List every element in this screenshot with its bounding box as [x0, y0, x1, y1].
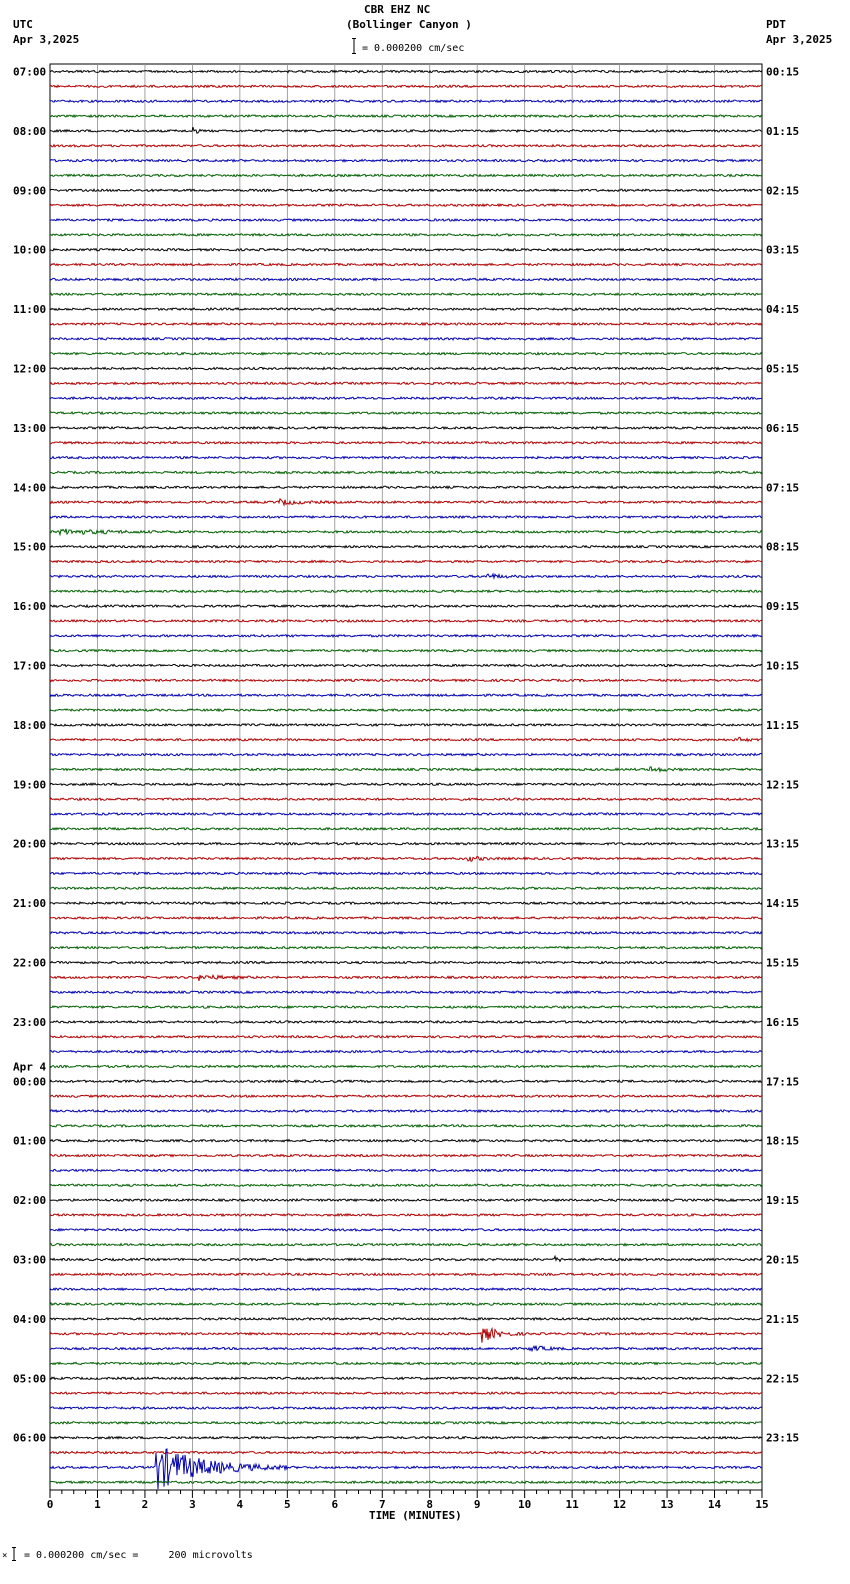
seismic-trace: [50, 160, 762, 162]
x-tick-label: 1: [94, 1498, 101, 1511]
pdt-hour-label: 19:15: [766, 1194, 800, 1208]
seismic-trace: [50, 204, 762, 206]
pdt-hour-label: 08:15: [766, 540, 800, 554]
seismic-trace: [50, 115, 762, 117]
seismic-trace: [50, 1140, 762, 1142]
seismic-trace: [50, 917, 762, 919]
seismic-trace: [50, 635, 762, 637]
left-date: Apr 3,2025: [13, 33, 80, 46]
seismic-trace: [50, 783, 762, 785]
station-title: CBR EHZ NC: [364, 3, 431, 16]
seismic-trace: [50, 70, 762, 72]
seismic-trace: [50, 767, 762, 772]
pdt-hour-label: 20:15: [766, 1253, 800, 1267]
pdt-hour-label: 12:15: [766, 778, 800, 792]
seismic-trace: [50, 1125, 762, 1127]
pdt-hour-label: 07:15: [766, 481, 800, 495]
utc-hour-label: 17:00: [13, 659, 47, 673]
seismic-trace: [50, 127, 762, 133]
utc-hour-label: 12:00: [13, 362, 47, 376]
x-tick-label: 4: [236, 1498, 244, 1511]
seismic-trace: [50, 1377, 762, 1379]
pdt-hour-label: 16:15: [766, 1015, 800, 1029]
seismic-trace: [50, 828, 762, 830]
utc-hour-label: 10:00: [13, 243, 47, 257]
scale-label: = 0.000200 cm/sec: [362, 43, 465, 54]
seismic-trace: [50, 843, 762, 845]
seismic-trace: [50, 442, 762, 444]
seismic-trace: [50, 516, 762, 518]
seismic-trace: [50, 605, 762, 607]
x-tick-label: 3: [189, 1498, 196, 1511]
seismic-trace: [50, 264, 762, 266]
utc-hour-label: 06:00: [13, 1431, 47, 1445]
utc-hour-label: 05:00: [13, 1372, 47, 1386]
seismic-trace: [50, 499, 762, 505]
seismic-trace: [50, 737, 762, 741]
seismic-trace: [50, 546, 762, 548]
seismic-trace: [50, 1452, 762, 1454]
pdt-hour-label: 01:15: [766, 124, 800, 138]
seismic-trace: [50, 338, 762, 340]
seismic-trace: [50, 961, 762, 963]
x-tick-label: 12: [612, 1498, 627, 1511]
seismic-trace: [50, 1080, 762, 1082]
seismic-trace: [50, 412, 762, 414]
seismic-trace: [50, 1329, 762, 1343]
utc-hour-label: 19:00: [13, 778, 47, 792]
seismic-trace: [50, 1095, 762, 1097]
seismic-trace: [50, 1288, 762, 1290]
seismic-trace: [50, 724, 762, 726]
pdt-hour-label: 18:15: [766, 1134, 800, 1148]
seismic-trace: [50, 1407, 762, 1409]
seismic-trace: [50, 1481, 762, 1483]
seismic-trace: [50, 1346, 762, 1351]
seismic-trace: [50, 664, 762, 666]
utc-hour-label: 00:00: [13, 1075, 47, 1089]
seismic-trace: [50, 100, 762, 102]
seismic-trace: [50, 1214, 762, 1216]
seismic-trace: [50, 798, 762, 800]
pdt-hour-label: 10:15: [766, 659, 800, 673]
seismic-trace: [50, 1199, 762, 1201]
pdt-hour-label: 05:15: [766, 362, 800, 376]
x-tick-label: 0: [46, 1498, 54, 1511]
pdt-hour-label: 17:15: [766, 1075, 800, 1089]
seismic-trace: [50, 145, 762, 147]
utc-hour-label: 02:00: [13, 1194, 47, 1208]
seismic-trace: [50, 857, 762, 862]
pdt-hour-label: 21:15: [766, 1312, 800, 1326]
pdt-hour-label: 23:15: [766, 1431, 800, 1445]
seismic-trace: [50, 679, 762, 681]
x-tick-label: 8: [426, 1498, 434, 1511]
seismic-trace: [50, 249, 762, 251]
right-date: Apr 3,2025: [766, 33, 833, 46]
utc-hour-label: 08:00: [13, 124, 47, 138]
utc-hour-label: 21:00: [13, 897, 47, 911]
seismic-trace: [50, 1318, 762, 1320]
seismic-trace: [50, 1392, 762, 1394]
seismic-trace: [50, 1422, 762, 1424]
seismic-trace: [50, 85, 762, 87]
seismic-trace: [50, 353, 762, 355]
pdt-hour-label: 13:15: [766, 837, 800, 851]
seismic-trace: [50, 278, 762, 280]
seismic-trace: [50, 1110, 762, 1112]
seismic-trace: [50, 620, 762, 622]
pdt-hour-label: 00:15: [766, 65, 800, 79]
seismic-trace: [50, 174, 762, 176]
utc-hour-label: 01:00: [13, 1134, 47, 1148]
seismic-trace: [50, 1155, 762, 1157]
seismic-trace: [50, 975, 762, 981]
seismic-trace: [50, 427, 762, 429]
pdt-hour-label: 03:15: [766, 243, 800, 257]
seismic-trace: [50, 1036, 762, 1038]
seismic-trace: [50, 457, 762, 459]
utc-hour-label: 15:00: [13, 540, 47, 554]
plot-frame: [50, 64, 762, 1490]
seismic-trace: [50, 590, 762, 592]
seismic-trace: [50, 1437, 762, 1439]
seismic-trace: [50, 1362, 762, 1364]
utc-hour-label: 23:00: [13, 1015, 47, 1029]
seismic-trace: [50, 1184, 762, 1186]
utc-hour-label: 16:00: [13, 600, 47, 614]
seismic-trace: [50, 234, 762, 236]
seismic-trace: [50, 486, 762, 488]
x-tick-label: 9: [473, 1498, 481, 1511]
seismic-trace: [50, 709, 762, 711]
x-tick-label: 11: [565, 1498, 579, 1511]
utc-hour-label: 14:00: [13, 481, 47, 495]
seismic-trace: [50, 1065, 762, 1067]
seismic-trace: [50, 561, 762, 563]
seismic-trace: [50, 1051, 762, 1053]
x-tick-label: 2: [141, 1498, 149, 1511]
seismic-trace: [50, 471, 762, 473]
seismic-trace: [50, 1303, 762, 1305]
pdt-hour-label: 11:15: [766, 718, 800, 732]
seismic-trace: [50, 1273, 762, 1275]
seismic-trace: [50, 947, 762, 949]
x-tick-label: 13: [660, 1498, 674, 1511]
seismic-trace: [50, 932, 762, 934]
utc-hour-label: 07:00: [13, 65, 47, 79]
seismic-trace: [50, 1244, 762, 1246]
pdt-hour-label: 14:15: [766, 897, 800, 911]
x-axis-title: TIME (MINUTES): [369, 1509, 462, 1522]
x-tick-label: 15: [755, 1498, 769, 1511]
seismic-trace: [50, 991, 762, 993]
x-tick-label: 5: [284, 1498, 291, 1511]
seismic-trace: [50, 529, 762, 535]
utc-hour-label: 09:00: [13, 184, 47, 198]
utc-hour-label: 22:00: [13, 956, 47, 970]
seismic-trace: [50, 1169, 762, 1171]
footer-scale-mark: ×: [2, 1551, 8, 1561]
seismic-trace: [50, 397, 762, 399]
seismic-trace: [50, 219, 762, 221]
seismic-trace: [50, 1021, 762, 1023]
seismic-trace: [50, 813, 762, 815]
right-timezone: PDT: [766, 18, 786, 31]
utc-hour-label: 18:00: [13, 718, 47, 732]
seismic-trace: [50, 382, 762, 384]
seismic-trace: [50, 293, 762, 295]
utc-hour-label: 04:00: [13, 1312, 47, 1326]
utc-hour-label: 20:00: [13, 837, 47, 851]
seismic-trace: [50, 754, 762, 756]
pdt-hour-label: 04:15: [766, 303, 800, 317]
utc-hour-label: 03:00: [13, 1253, 47, 1267]
seismic-trace: [50, 902, 762, 904]
seismic-trace: [50, 887, 762, 889]
footer-scale-note: = 0.000200 cm/sec = 200 microvolts: [24, 1550, 253, 1561]
seismic-trace: [50, 308, 762, 310]
pdt-hour-label: 15:15: [766, 956, 800, 970]
pdt-hour-label: 06:15: [766, 421, 800, 435]
seismic-trace: [50, 1006, 762, 1008]
pdt-hour-label: 02:15: [766, 184, 800, 198]
seismic-trace: [50, 1229, 762, 1231]
seismic-trace: [50, 323, 762, 325]
seismic-trace: [50, 574, 762, 578]
seismic-trace: [50, 872, 762, 874]
x-tick-label: 10: [518, 1498, 532, 1511]
utc-hour-label: 13:00: [13, 421, 47, 435]
seismic-trace: [50, 367, 762, 369]
left-timezone: UTC: [13, 18, 33, 31]
utc-hour-label: 11:00: [13, 303, 47, 317]
seismic-trace: [50, 650, 762, 652]
date-break-label: Apr 4: [13, 1060, 47, 1074]
seismic-trace: [50, 694, 762, 696]
site-title: (Bollinger Canyon ): [346, 18, 472, 31]
pdt-hour-label: 09:15: [766, 600, 800, 614]
pdt-hour-label: 22:15: [766, 1372, 800, 1386]
footer-scale-bar-icon: [12, 1546, 16, 1560]
seismic-trace: [50, 189, 762, 191]
x-tick-label: 6: [331, 1498, 339, 1511]
x-tick-label: 7: [378, 1498, 386, 1511]
x-tick-label: 14: [707, 1498, 722, 1511]
seismic-trace: [50, 1256, 762, 1261]
